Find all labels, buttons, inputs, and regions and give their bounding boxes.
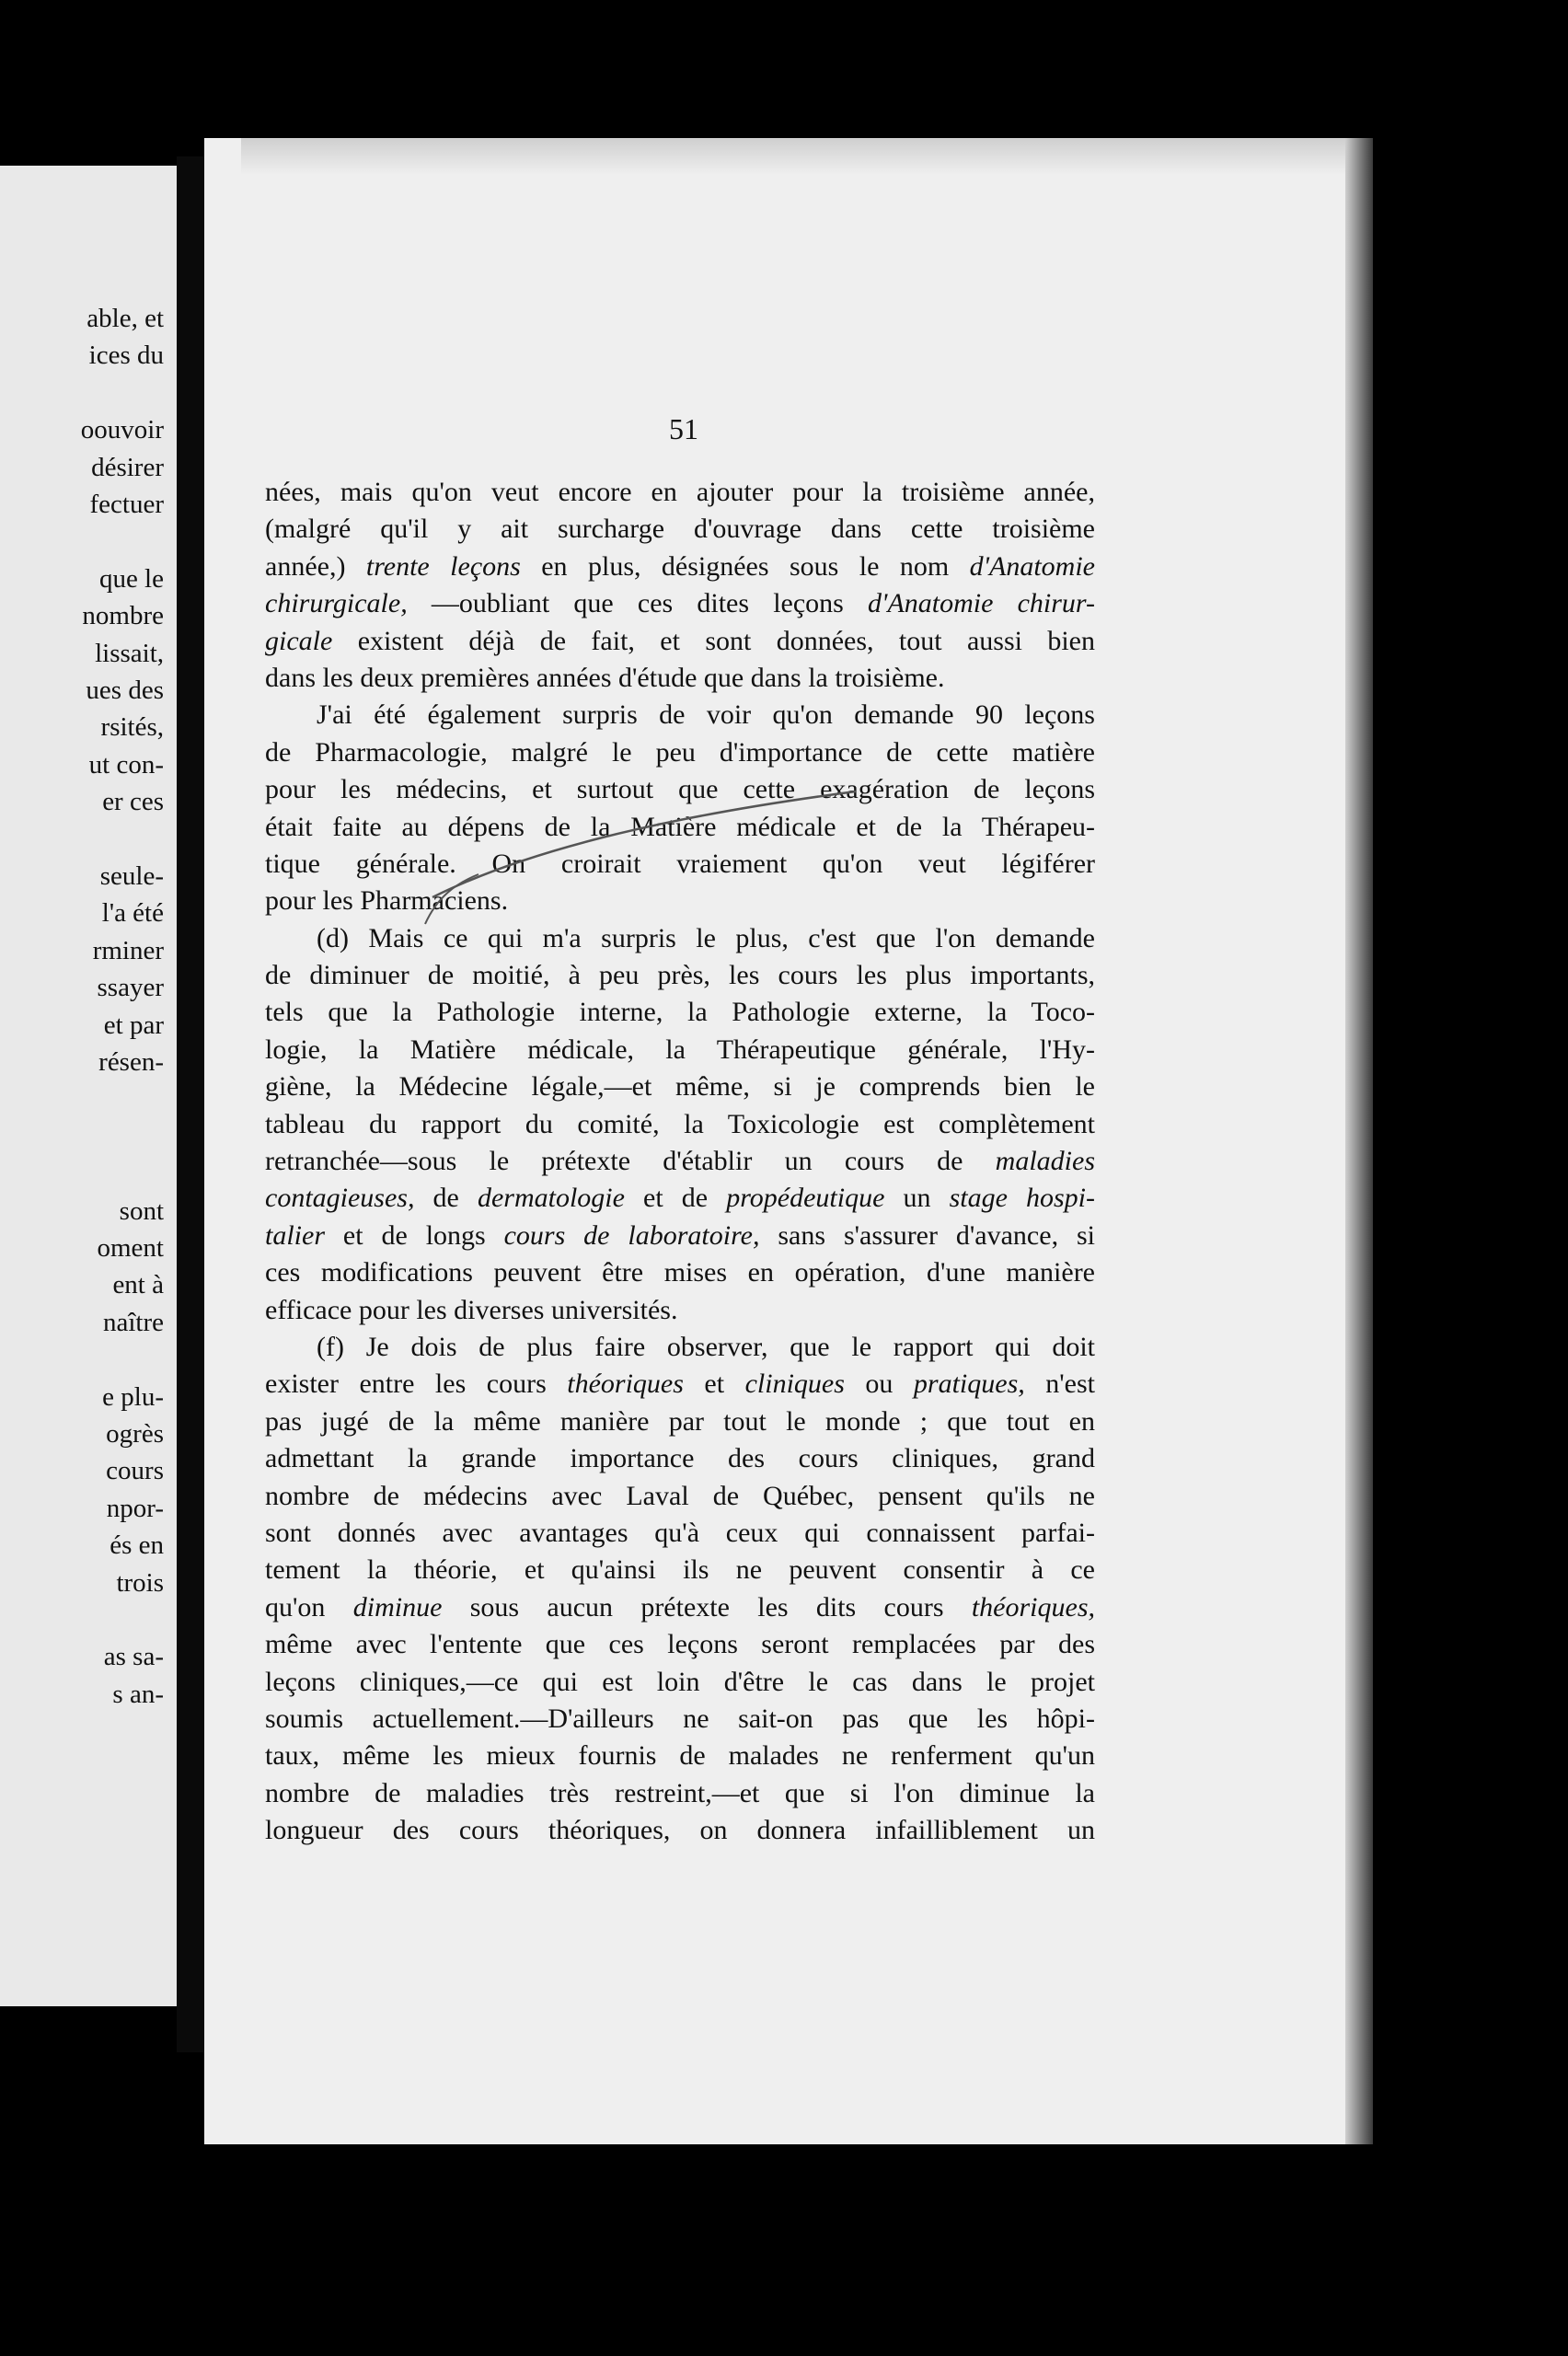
left-page-line: oment <box>97 1233 164 1263</box>
italic-text: propédeutique <box>726 1183 885 1214</box>
left-page-line: désirer <box>91 452 164 482</box>
text-line <box>265 1440 1095 1477</box>
book-gutter <box>177 156 204 2052</box>
italic-text: maladies <box>995 1146 1095 1177</box>
page-top-edge <box>241 138 1345 175</box>
left-page-line: naître <box>102 1307 164 1337</box>
left-page-line: e plu- <box>102 1381 164 1412</box>
left-page-line: ues des <box>86 676 164 705</box>
text-line <box>265 1589 1095 1626</box>
text-line <box>265 1366 1095 1403</box>
left-page-line: trois <box>116 1567 164 1598</box>
previous-page-fragment <box>0 166 177 2006</box>
text-run: (f) Je dois de plus faire observer, que le rapport qui doit <box>317 1331 1095 1362</box>
italic-text: cours de laboratoire, <box>503 1219 760 1251</box>
italic-text: pratiques, <box>913 1369 1025 1400</box>
text-run: n'est <box>1024 1369 1095 1400</box>
text-run: —oubliant que ces dites leçons <box>407 588 869 619</box>
left-page-line: l'a été <box>101 898 164 929</box>
text-run: giène, la Médecine légale,—et même, si je comprends bien le <box>265 1071 1095 1103</box>
text-line <box>265 846 1095 883</box>
left-page-line: ogrès <box>106 1419 164 1449</box>
text-line <box>265 1552 1095 1588</box>
text-line <box>265 1180 1095 1217</box>
text-run: efficace pour les diverses universités. <box>265 1294 678 1325</box>
text-run: existent déjà de fait, et sont données, tout aussi bien <box>332 625 1095 656</box>
text-line <box>265 1626 1095 1663</box>
italic-text: contagieuses, <box>265 1183 415 1214</box>
italic-text: trente leçons <box>365 550 521 582</box>
italic-text: diminue <box>352 1591 443 1623</box>
italic-text: talier <box>265 1219 325 1251</box>
text-run: (malgré qu'il y ait surcharge d'ouvrage dans cette troisième <box>265 514 1095 545</box>
text-run: un <box>884 1183 950 1214</box>
text-run: logie, la Matière médicale, la Thérapeutique générale, l'Hy- <box>265 1034 1095 1065</box>
text-line <box>265 1032 1095 1068</box>
text-line <box>265 1292 1095 1329</box>
text-line <box>265 511 1095 548</box>
text-run: J'ai été également surpris de voir qu'on demande 90 leçons <box>317 699 1095 731</box>
text-run: nombre de médecins avec Laval de Québec, pensent qu'ils ne <box>265 1480 1095 1511</box>
italic-text: chirurgicale, <box>265 588 408 619</box>
text-run: année,) <box>265 550 366 582</box>
text-run: taux, même les mieux fournis de malades ne renferment qu'un <box>265 1740 1095 1772</box>
text-run: même avec l'entente que ces leçons seront remplacées par des <box>265 1629 1095 1660</box>
text-run: de <box>414 1183 478 1214</box>
text-line <box>265 1403 1095 1440</box>
text-run: de Pharmacologie, malgré le peu d'importance de cette matière <box>265 736 1095 768</box>
text-line <box>265 1106 1095 1143</box>
text-line <box>265 549 1095 585</box>
text-line <box>265 1701 1095 1738</box>
left-page-line: et par <box>103 1010 164 1040</box>
text-run: qu'on <box>265 1591 353 1623</box>
text-line <box>265 734 1095 771</box>
text-line <box>265 1478 1095 1515</box>
italic-text: d'Anatomie <box>969 550 1095 582</box>
text-run: pas jugé de la même manière par tout le monde ; que tout en <box>265 1405 1095 1437</box>
text-line <box>265 623 1095 660</box>
text-run: pour les médecins, et surtout que cette exagération de leçons <box>265 774 1095 805</box>
text-run: longueur des cours théoriques, on donnera infailliblement un <box>265 1815 1095 1846</box>
text-run: et de longs <box>325 1219 504 1251</box>
text-run: était faite au dépens de la Matière médicale et de la Thérapeu- <box>265 811 1095 842</box>
text-run: pour les Pharmaciens. <box>265 885 509 917</box>
left-page-line: ices du <box>88 341 164 371</box>
text-line <box>265 883 1095 919</box>
left-page-line: nombre <box>82 601 164 631</box>
italic-text: cliniques <box>744 1369 845 1400</box>
text-line <box>265 771 1095 808</box>
text-line <box>265 1329 1095 1366</box>
text-line <box>265 474 1095 511</box>
left-page-line: able, et <box>86 304 164 333</box>
italic-text: théoriques, <box>971 1591 1095 1623</box>
text-run: en plus, désignées sous le nom <box>520 550 970 582</box>
text-line <box>265 994 1095 1031</box>
text-run: tement la théorie, et qu'ainsi ils ne peuvent consentir à ce <box>265 1554 1095 1586</box>
left-page-line: ut con- <box>88 749 164 780</box>
text-line <box>265 585 1095 622</box>
text-run: ces modifications peuvent être mises en opération, d'une manière <box>265 1257 1095 1288</box>
text-run: de diminuer de moitié, à peu près, les cours les plus importants, <box>265 960 1095 991</box>
text-line <box>265 920 1095 957</box>
text-line <box>265 1515 1095 1552</box>
text-line <box>265 1738 1095 1774</box>
left-page-line: seule- <box>99 861 164 891</box>
text-run: ou <box>844 1369 914 1400</box>
body-text <box>265 474 1095 1849</box>
text-line <box>265 1254 1095 1291</box>
text-run: sont donnés avec avantages qu'à ceux qui connaissent parfai- <box>265 1517 1095 1548</box>
text-run: nombre de maladies très restreint,—et que si l'on diminue la <box>265 1777 1095 1808</box>
text-line <box>265 1218 1095 1254</box>
left-page-line: ent à <box>112 1270 164 1300</box>
page-number: 51 <box>669 412 698 445</box>
left-page-line: npor- <box>106 1493 164 1523</box>
text-run: tels que la Pathologie interne, la Pathologie externe, la Toco- <box>265 997 1095 1028</box>
text-run: leçons cliniques,—ce qui est loin d'être le cas dans le projet <box>265 1666 1095 1697</box>
text-run: soumis actuellement.—D'ailleurs ne sait-on pas que les hôpi- <box>265 1703 1095 1734</box>
text-line <box>265 1664 1095 1701</box>
text-run: dans les deux premières années d'étude que dans la troisième. <box>265 662 945 693</box>
left-page-line: cours <box>106 1456 164 1486</box>
text-run: tique générale. On croirait vraiement qu'on veut légiférer <box>265 848 1095 879</box>
text-line <box>265 809 1095 846</box>
text-line <box>265 1143 1095 1180</box>
left-page-line: rsités, <box>100 712 164 743</box>
italic-text: stage hospi- <box>949 1183 1095 1214</box>
italic-text: d'Anatomie chirur- <box>868 588 1095 619</box>
text-run: nées, mais qu'on veut encore en ajouter pour la troisième année, <box>265 477 1095 507</box>
left-page-line: sont <box>119 1195 164 1226</box>
text-line <box>265 1775 1095 1812</box>
italic-text: dermatologie <box>477 1183 625 1214</box>
left-page-line: oouvoir <box>80 415 164 445</box>
text-run: et de <box>624 1183 727 1214</box>
left-page-line: lissait, <box>95 638 164 668</box>
italic-text: gicale <box>265 625 333 656</box>
text-line <box>265 1812 1095 1849</box>
text-run: et <box>683 1369 745 1400</box>
text-line <box>265 957 1095 994</box>
left-page-line: que le <box>98 563 164 594</box>
text-run: tableau du rapport du comité, la Toxicologie est complètement <box>265 1108 1095 1139</box>
page-edge-shadow <box>1345 138 1373 2144</box>
left-page-line: fectuer <box>89 490 164 519</box>
italic-text: théoriques <box>567 1369 684 1400</box>
left-page-line: ssayer <box>97 973 164 1003</box>
left-page-line: résen- <box>98 1047 164 1077</box>
left-page-line: és en <box>110 1530 164 1561</box>
text-run: admettant la grande importance des cours cliniques, grand <box>265 1443 1095 1474</box>
left-page-line: er ces <box>102 787 164 817</box>
text-run: (d) Mais ce qui m'a surpris le plus, c'est que l'on demande <box>317 922 1095 953</box>
left-page-line: rminer <box>92 935 164 965</box>
text-line <box>265 697 1095 733</box>
text-line <box>265 1068 1095 1105</box>
left-page-line: s an- <box>112 1679 164 1709</box>
text-run: sous aucun prétexte les dits cours <box>442 1591 972 1623</box>
left-page-line: as sa- <box>103 1642 164 1672</box>
text-run: exister entre les cours <box>265 1369 568 1400</box>
text-run: retranchée—sous le prétexte d'établir un cours de <box>265 1146 996 1177</box>
text-line <box>265 660 1095 697</box>
text-run: sans s'assurer d'avance, si <box>759 1219 1095 1251</box>
